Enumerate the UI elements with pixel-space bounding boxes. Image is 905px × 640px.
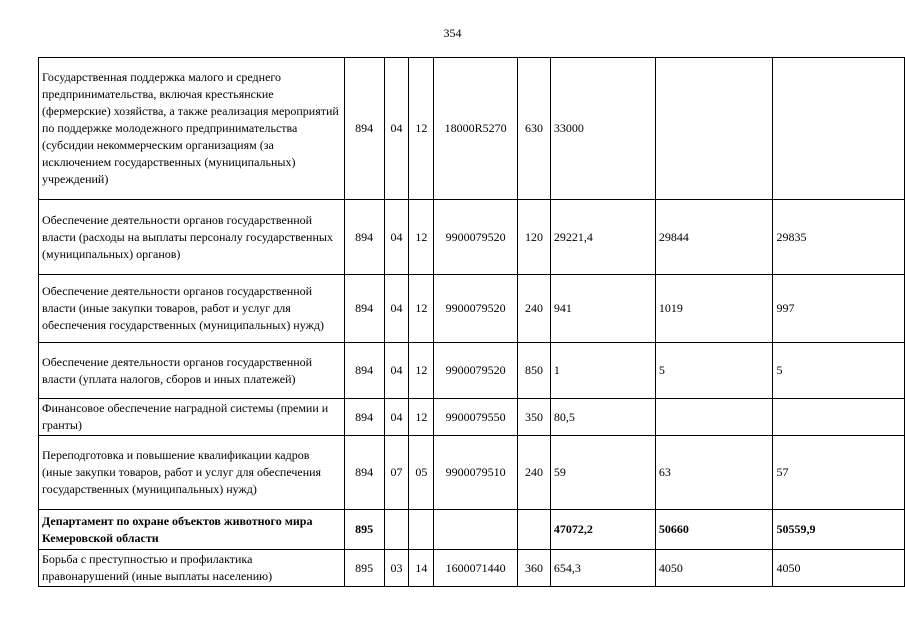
ministry-code: 894 [344, 58, 384, 200]
amount-year-3: 57 [773, 436, 905, 510]
expense-type: 240 [518, 275, 551, 343]
expense-type [518, 510, 551, 550]
amount-year-1: 59 [550, 436, 655, 510]
row-name: Государственная поддержка малого и среднего предпринимательства, включая крестьянские (фермерские) хозяйства, а также реализация мероприятий по поддержке молодежного предпринимательства (субсидии некоммерческим организациям (за исключением государственных (муниципальных) учреждений) [39, 58, 345, 200]
ministry-code: 894 [344, 200, 384, 275]
target-article: 9900079520 [434, 275, 518, 343]
expense-type: 360 [518, 550, 551, 587]
section-code: 07 [384, 436, 409, 510]
amount-year-3: 997 [773, 275, 905, 343]
target-article: 9900079520 [434, 200, 518, 275]
row-name: Обеспечение деятельности органов государственной власти (иные закупки товаров, работ и услуг для обеспечения государственных (муниципальных) нужд) [39, 275, 345, 343]
section-code: 04 [384, 58, 409, 200]
budget-table [38, 57, 905, 587]
section-code [384, 510, 409, 550]
table-row [39, 343, 905, 399]
target-article: 18000R5270 [434, 58, 518, 200]
target-article: 9900079550 [434, 399, 518, 436]
table-row [39, 399, 905, 436]
amount-year-2: 5 [655, 343, 773, 399]
expense-type: 350 [518, 399, 551, 436]
amount-year-1: 47072,2 [550, 510, 655, 550]
subsection-code: 14 [409, 550, 434, 587]
row-name: Переподготовка и повышение квалификации кадров (иные закупки товаров, работ и услуг для обеспечения государственных (муниципальных) нужд) [39, 436, 345, 510]
target-article [434, 510, 518, 550]
amount-year-3: 5 [773, 343, 905, 399]
table-row [39, 436, 905, 510]
expense-type: 630 [518, 58, 551, 200]
ministry-code: 894 [344, 275, 384, 343]
subsection-code: 12 [409, 58, 434, 200]
expense-type: 850 [518, 343, 551, 399]
target-article: 9900079520 [434, 343, 518, 399]
page-number: 354 [443, 26, 462, 40]
amount-year-1: 33000 [550, 58, 655, 200]
table-row [39, 275, 905, 343]
amount-year-1: 654,3 [550, 550, 655, 587]
table-row [39, 510, 905, 550]
expense-type: 120 [518, 200, 551, 275]
amount-year-3: 50559,9 [773, 510, 905, 550]
section-code: 04 [384, 275, 409, 343]
amount-year-3 [773, 58, 905, 200]
amount-year-2: 63 [655, 436, 773, 510]
row-name: Обеспечение деятельности органов государственной власти (расходы на выплаты персоналу государственных (муниципальных) органов) [39, 200, 345, 275]
row-name: Финансовое обеспечение наградной системы (премии и гранты) [39, 399, 345, 436]
amount-year-2: 29844 [655, 200, 773, 275]
amount-year-3: 4050 [773, 550, 905, 587]
amount-year-1: 941 [550, 275, 655, 343]
subsection-code [409, 510, 434, 550]
subsection-code: 12 [409, 275, 434, 343]
amount-year-2: 1019 [655, 275, 773, 343]
amount-year-2: 50660 [655, 510, 773, 550]
ministry-code: 894 [344, 343, 384, 399]
row-name: Борьба с преступностью и профилактика правонарушений (иные выплаты населению) [39, 550, 345, 587]
row-name: Обеспечение деятельности органов государственной власти (уплата налогов, сборов и иных платежей) [39, 343, 345, 399]
ministry-code: 895 [344, 510, 384, 550]
section-code: 04 [384, 343, 409, 399]
subsection-code: 12 [409, 399, 434, 436]
amount-year-3 [773, 399, 905, 436]
amount-year-2: 4050 [655, 550, 773, 587]
amount-year-1: 29221,4 [550, 200, 655, 275]
amount-year-3: 29835 [773, 200, 905, 275]
subsection-code: 05 [409, 436, 434, 510]
ministry-code: 894 [344, 399, 384, 436]
table-row [39, 200, 905, 275]
section-code: 04 [384, 200, 409, 275]
amount-year-2 [655, 399, 773, 436]
expense-type: 240 [518, 436, 551, 510]
subsection-code: 12 [409, 200, 434, 275]
amount-year-1: 1 [550, 343, 655, 399]
section-code: 03 [384, 550, 409, 587]
section-code: 04 [384, 399, 409, 436]
amount-year-2 [655, 58, 773, 200]
ministry-code: 895 [344, 550, 384, 587]
target-article: 1600071440 [434, 550, 518, 587]
amount-year-1: 80,5 [550, 399, 655, 436]
subsection-code: 12 [409, 343, 434, 399]
table-row [39, 550, 905, 587]
target-article: 9900079510 [434, 436, 518, 510]
table-row [39, 58, 905, 200]
ministry-code: 894 [344, 436, 384, 510]
row-name: Департамент по охране объектов животного мира Кемеровской области [39, 510, 345, 550]
